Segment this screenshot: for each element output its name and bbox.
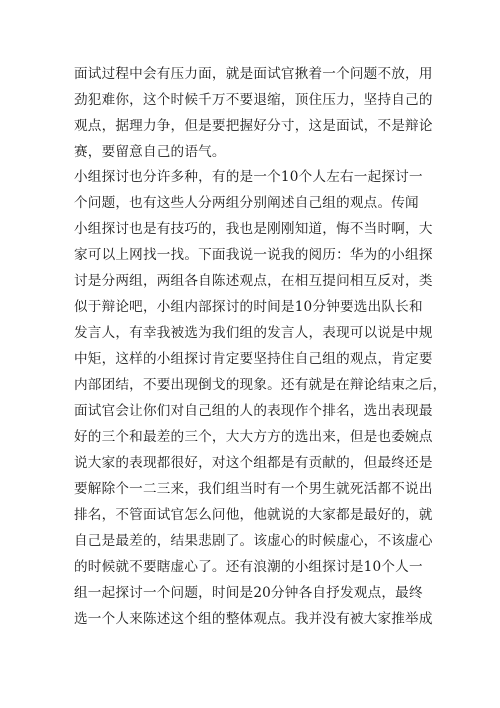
text-line: 选一个人来陈述这个组的整体观点。我并没有被大家推举成 [74,611,433,627]
text-line: 中矩，这样的小组探讨肯定要坚持住自己组的观点，肯定要 [74,351,433,367]
text-line: 劲犯难你，这个时候千万不要退缩，顶住压力，坚持自己的 [74,92,433,108]
text-line: 似于辩论吧，小组内部探讨的时间是10分钟要选出队长和 [74,299,423,315]
text-line: 内部团结，不要出现倒戈的现象。还有就是在辩论结束之后， [74,377,447,393]
text-line: 面试过程中会有压力面，就是面试官揪着一个问题不放，用 [74,66,433,82]
text-line: 家可以上网找一找。下面我说一说我的阅历：华为的小组探 [74,247,433,263]
text-line: 赛，要留意自己的语气。 [74,144,226,160]
text-line: 自己是最差的，结果悲剧了。该虚心的时候虚心，不该虚心 [74,533,433,549]
text-line: 好的三个和最差的三个，大大方方的选出来，但是也委婉点 [74,429,433,445]
text-line: 面试官会让你们对自己组的人的表现作个排名，选出表现最 [74,403,433,419]
text-line: 的时候就不要瞎虚心了。还有浪潮的小组探讨是10个人一 [74,559,423,575]
text-line: 说大家的表现都很好，对这个组都是有贡献的，但最终还是 [74,455,433,471]
text-line: 组一起探讨一个问题，时间是20分钟各自抒发观点，最终 [74,585,423,601]
text-line: 发言人，有幸我被选为我们组的发言人，表现可以说是中规 [74,325,433,341]
text-line: 小组探讨也分许多种，有的是一个10个人左右一起探讨一 [74,169,423,185]
text-line: 要解除个一二三来，我们组当时有一个男生就死活都不说出 [74,481,433,497]
text-line: 讨是分两组，两组各自陈述观点，在相互提问相互反对，类 [74,273,433,289]
text-line: 小组探讨也是有技巧的，我也是刚刚知道，悔不当时啊，大 [74,221,433,237]
text-line: 个问题，也有这些人分两组分别阐述自己组的观点。传闻 [74,195,419,211]
text-line: 观点，据理力争，但是要把握好分寸，这是面试，不是辩论 [74,118,433,134]
text-line: 排名，不管面试官怎么问他，他就说的大家都是最好的，就 [74,507,433,523]
